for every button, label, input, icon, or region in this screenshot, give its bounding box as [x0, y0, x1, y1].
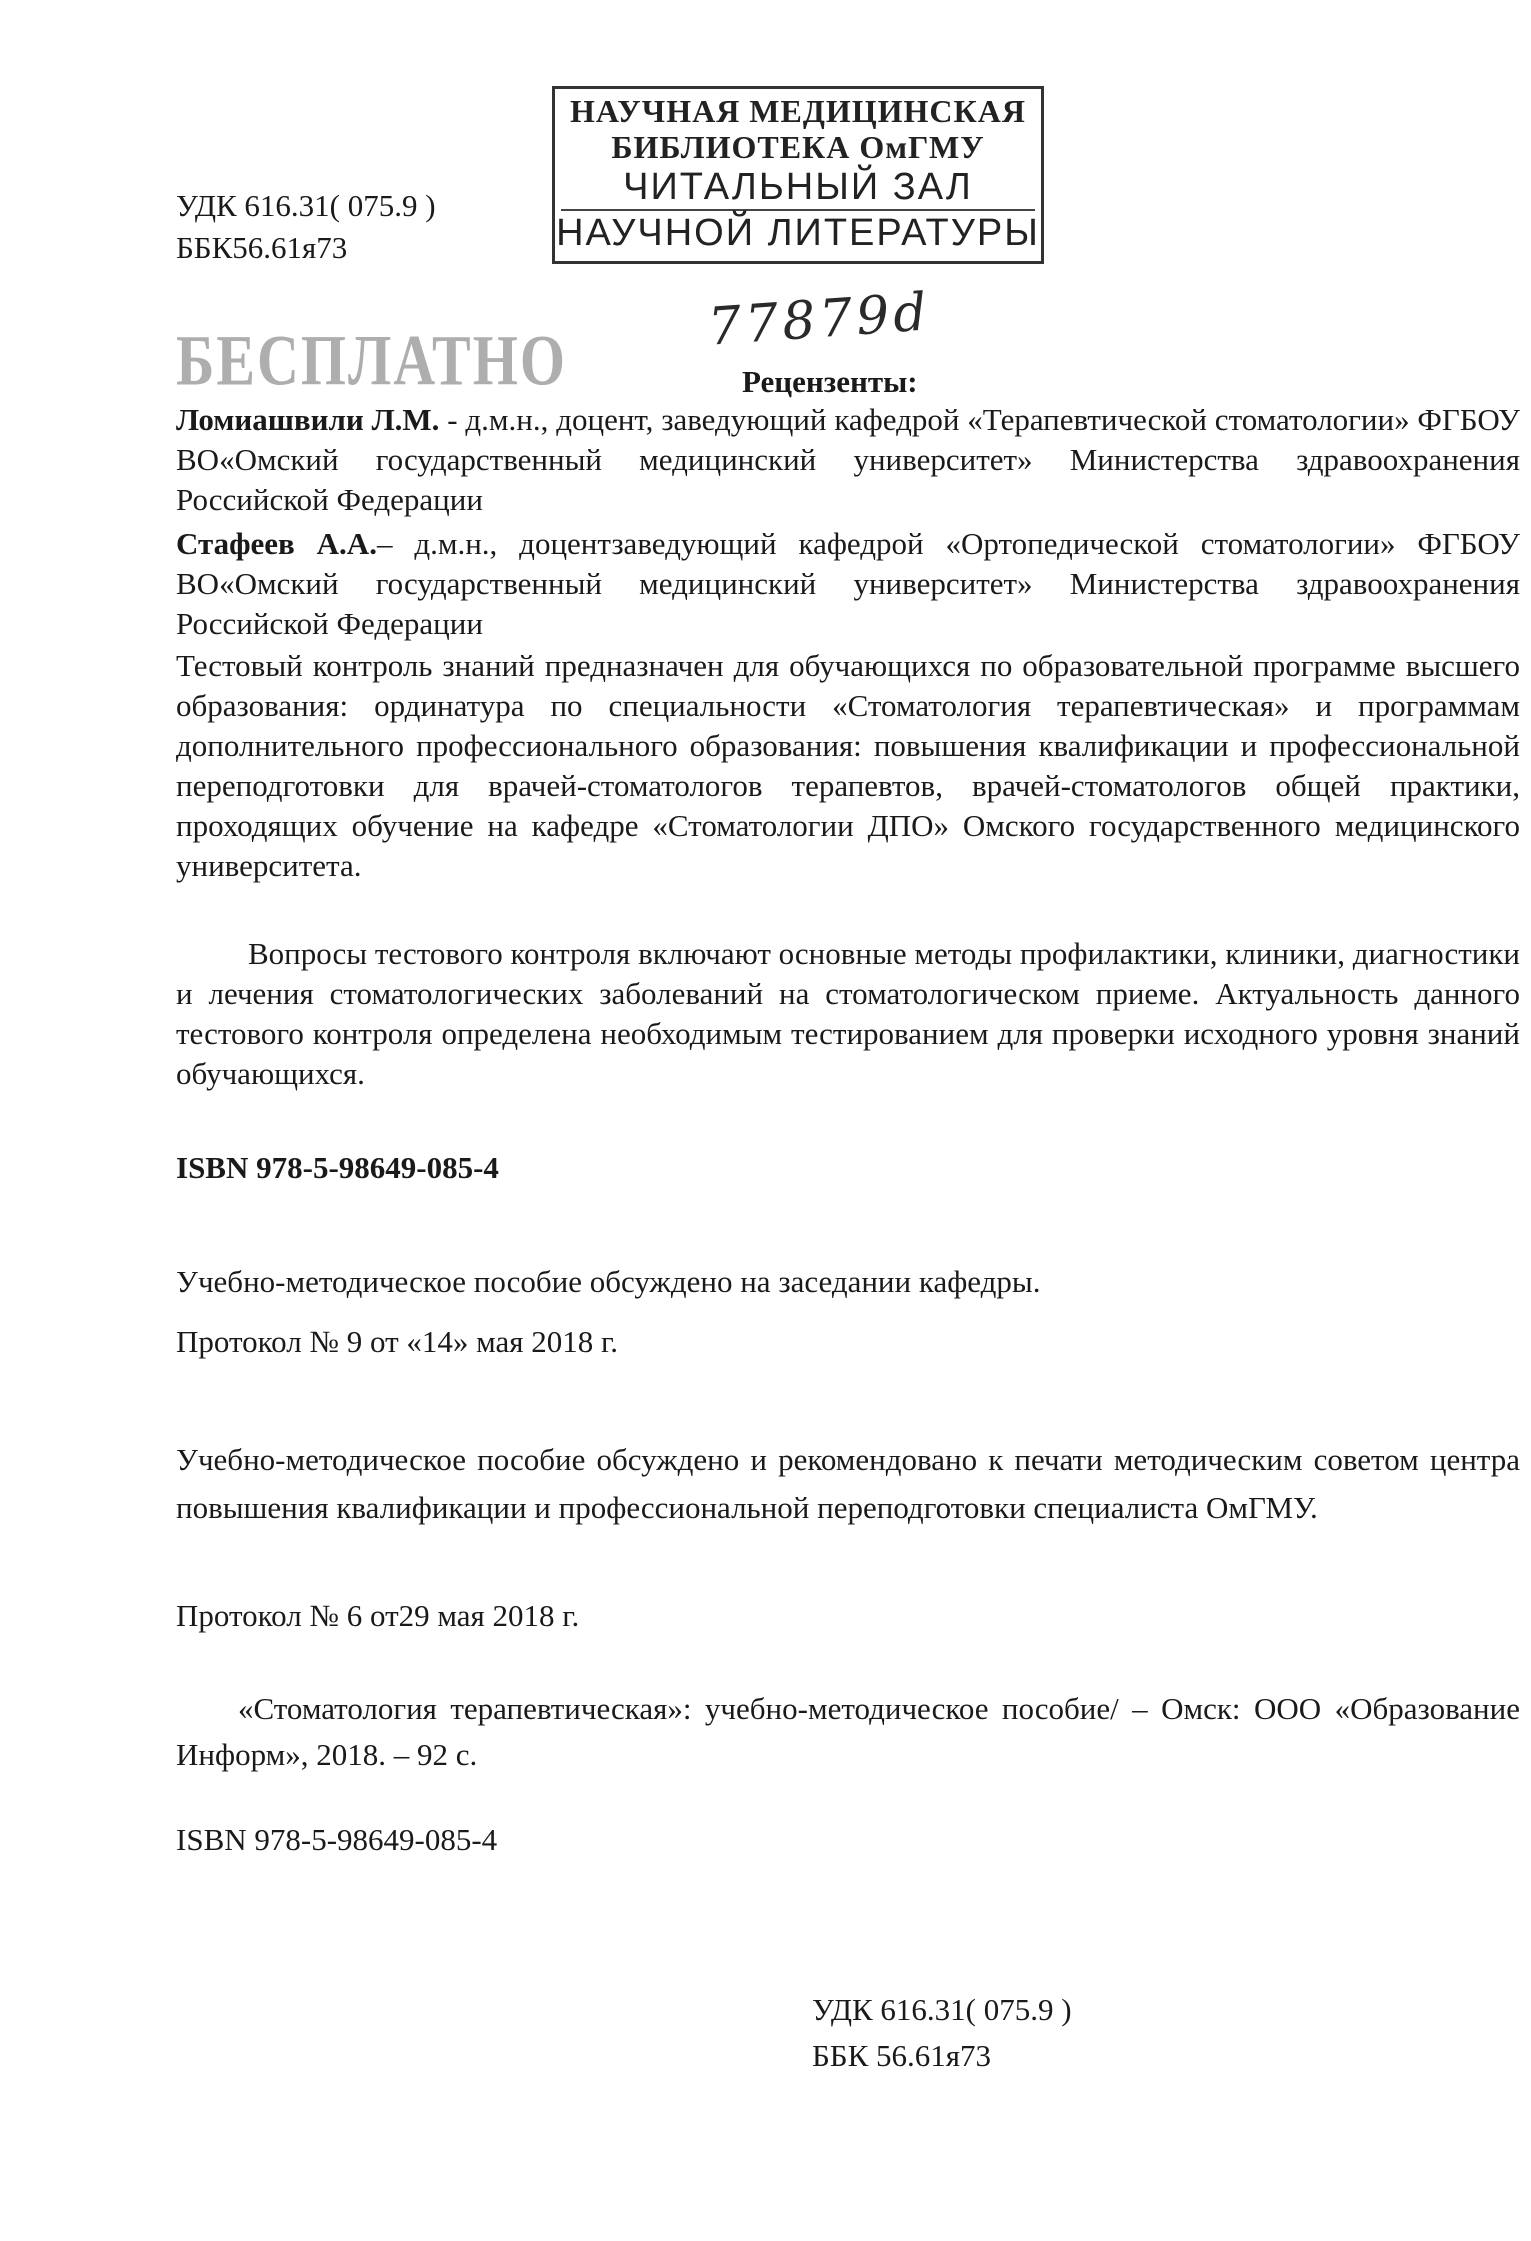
stamp-line-3: ЧИТАЛЬНЫЙ ЗАЛ	[623, 166, 973, 208]
approval-council-protocol: Протокол № 6 от29 мая 2018 г.	[176, 1598, 580, 1633]
reviewer-name: Стафеев А.А.	[176, 526, 377, 561]
approval-council-text: Учебно-методическое пособие обсуждено и рекомендовано к печати методическим советом центра повышения квалификации и профессиональной переподготовки специалиста ОмГМУ.	[176, 1442, 1520, 1525]
abstract-paragraph-1: Тестовый контроль знаний предназначен для обучающихся по образовательной программе высшего образования: ординатура по специальности «Стоматология терапевтическая» и программам дополнительного профессионального образования: повышения квалификации и профессиональной переподготовки для врачей-стоматологов терапевтов, врачей-стоматологов общей практики, проходящих обучение на кафедре «Стоматологии ДПО» Омского государственного медицинского университета.	[176, 648, 1520, 883]
library-stamp	[552, 86, 1044, 264]
stamp-line-4: НАУЧНОЙ ЛИТЕРАТУРЫ	[556, 212, 1040, 254]
footer-bbk-code: ББК 56.61я73	[812, 2038, 992, 2073]
reviewers-heading: Рецензенты:	[742, 364, 918, 399]
reviewer-entry	[176, 400, 1520, 520]
free-stamp: БЕСПЛАТНО	[176, 319, 567, 401]
stamp-line-2: БИБЛИОТЕКА ОмГМУ	[611, 129, 985, 165]
stamp-line-1: НАУЧНАЯ МЕДИЦИНСКАЯ	[570, 93, 1026, 129]
bibliographic-citation: «Стоматология терапевтическая»: учебно-методическое пособие/ – Омск: ООО «Образование Информ», 2018. – 92 с.	[176, 1691, 1520, 1772]
reviewer-description: - д.м.н., доцент, заведующий кафедрой «Терапевтической стоматологии» ФГБОУ ВО«Омский государственный медицинский университет» Министерства здравоохранения Российской Федерации	[176, 402, 1520, 517]
isbn-plain: ISBN 978-5-98649-085-4	[176, 1822, 498, 1857]
isbn-bold: ISBN 978-5-98649-085-4	[176, 1150, 499, 1185]
footer-udk-code: УДК 616.31( 075.9 )	[812, 1992, 1072, 2027]
reviewer-entry	[176, 524, 1520, 644]
udk-code: УДК 616.31( 075.9 )	[176, 188, 436, 223]
inventory-number: 77879d	[706, 282, 933, 358]
bbk-code: ББК56.61я73	[176, 230, 348, 265]
approval-department-text: Учебно-методическое пособие обсуждено на заседании кафедры.	[176, 1264, 1041, 1299]
reviewer-name: Ломиашвили Л.М.	[176, 402, 440, 437]
approval-department-protocol: Протокол № 9 от «14» мая 2018 г.	[176, 1324, 619, 1359]
reviewer-description: – д.м.н., доцентзаведующий кафедрой «Ортопедической стоматологии» ФГБОУ ВО«Омский государственный медицинский университет» Министерства здравоохранения Российской Федерации	[176, 526, 1520, 641]
abstract-paragraph-2: Вопросы тестового контроля включают основные методы профилактики, клиники, диагностики и лечения стоматологических заболеваний на стоматологическом приеме. Актуальность данного тестового контроля определена необходимым тестированием для проверки исходного уровня знаний обучающихся.	[176, 936, 1520, 1091]
